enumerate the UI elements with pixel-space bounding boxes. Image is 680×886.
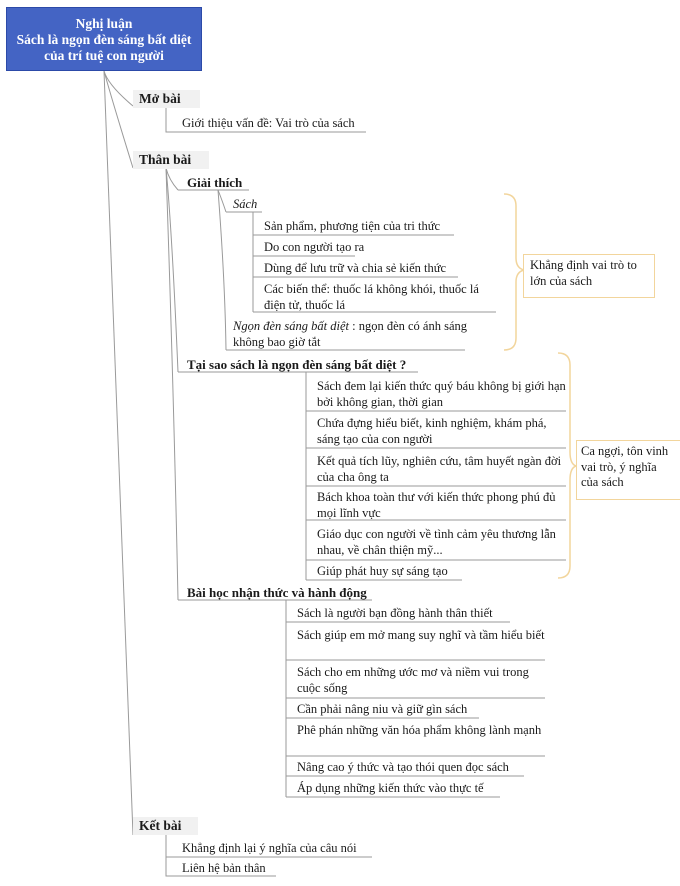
sach-item-4: Các biến thể: thuốc lá không khói, thuốc lá điện tử, thuốc lá (264, 282, 479, 312)
sach-item-2: Do con người tạo ra (264, 240, 365, 254)
bai-hoc-item-5: Phê phán những văn hóa phẩm không lành mạnh (297, 723, 542, 737)
topic-sach: Sách (233, 197, 258, 211)
root-line-3: của trí tuệ con người (44, 48, 164, 63)
tai-sao-item-6: Giúp phát huy sự sáng tạo (317, 564, 448, 578)
section-ket-bai: Kết bài (133, 817, 198, 835)
ngon-den-rest: : ngọn đèn có ánh sáng không bao giờ tắt (233, 319, 467, 349)
tai-sao-item-2: Chứa đựng hiểu biết, kinh nghiệm, khám phá, sáng tạo của con người (317, 416, 547, 446)
tai-sao-item-4: Bách khoa toàn thư với kiến thức phong phú đủ mọi lĩnh vực (317, 490, 556, 520)
ngon-den-term: Ngọn đèn sáng bất diệt (233, 319, 349, 333)
root-topic (6, 7, 202, 71)
topic-bai-hoc: Bài học nhận thức và hành động (187, 585, 367, 600)
topic-giai-thich: Giải thích (187, 175, 243, 190)
summary-tai-sao: Ca ngợi, tôn vinh vai trò, ý nghĩa của sách (576, 440, 680, 500)
bai-hoc-item-4: Cần phải nâng niu và giữ gìn sách (297, 702, 468, 716)
root-line-1: Nghị luận (75, 16, 133, 31)
tai-sao-item-1: Sách đem lại kiến thức quý báu không bị giới hạn bởi không gian, thời gian (317, 379, 566, 409)
topic-tai-sao: Tại sao sách là ngọn đèn sáng bất diệt ? (187, 357, 407, 372)
section-mo-bai: Mở bài (133, 90, 200, 108)
tai-sao-item-5: Giáo dục con người về tình cảm yêu thương lẫn nhau, về chân thiện mỹ... (317, 527, 556, 557)
bai-hoc-item-6: Nâng cao ý thức và tạo thói quen đọc sách (297, 760, 509, 774)
summary-giai-thich: Khẳng định vai trò to lớn của sách (523, 254, 655, 298)
bai-hoc-item-1: Sách là người bạn đồng hành thân thiết (297, 606, 493, 620)
ket-bai-item-1: Khẳng định lại ý nghĩa của câu nói (182, 841, 357, 855)
bai-hoc-item-3: Sách cho em những ước mơ và niềm vui trong cuộc sống (297, 665, 529, 695)
ket-bai-item-2: Liên hệ bản thân (182, 861, 266, 875)
ngon-den-definition (233, 319, 469, 350)
section-than-bai: Thân bài (133, 151, 209, 169)
sach-item-1: Sản phẩm, phương tiện của tri thức (264, 219, 441, 233)
sach-item-3: Dùng để lưu trữ và chia sẻ kiến thức (264, 261, 447, 275)
tai-sao-item-3: Kết quả tích lũy, nghiên cứu, tâm huyết ngàn đời của cha ông ta (317, 454, 562, 484)
bai-hoc-item-2: Sách giúp em mở mang suy nghĩ và tầm hiểu biết (297, 628, 545, 642)
bai-hoc-item-7: Áp dụng những kiến thức vào thực tế (297, 781, 484, 795)
mo-bai-item-1: Giới thiệu vấn đề: Vai trò của sách (182, 116, 355, 130)
root-line-2: Sách là ngọn đèn sáng bất diệt (16, 32, 192, 47)
